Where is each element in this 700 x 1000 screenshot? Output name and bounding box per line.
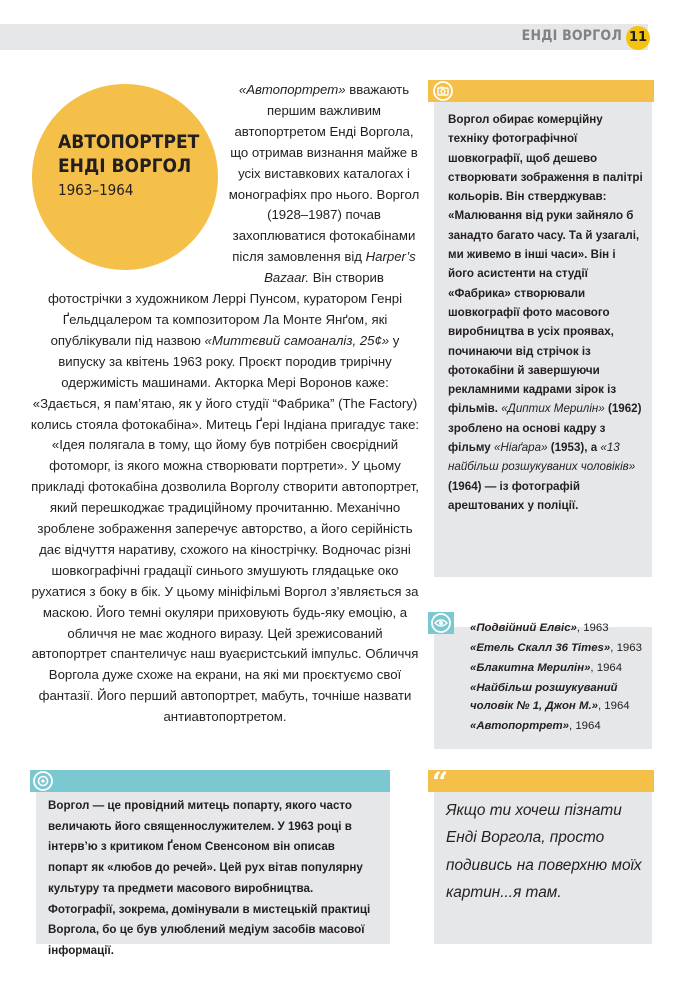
circle-wrap-spacer <box>30 80 228 274</box>
magazine-reference: Harper’s Bazaar. <box>264 249 416 286</box>
title-reference: «Автопортрет» <box>238 82 346 97</box>
title-line-1: АВТОПОРТРЕТ <box>58 131 200 153</box>
technique-text-part-4: (1964) — із фотографій арештованих у поліції. <box>448 479 580 512</box>
main-text-part-2: Він створив фотострічки з художником Леррі Пунсом, куратором Генрі Ґельдцалером та композитором Ла Монте Янґом, які опублікували під назвою <box>47 270 403 348</box>
target-icon <box>32 770 54 792</box>
eye-icon <box>430 612 452 634</box>
publication-reference: «Миттєвий самоаналіз, 25¢» <box>204 332 390 348</box>
title-line-2: ЕНДІ ВОРГОЛ <box>58 155 192 177</box>
work-title: «Етель Скалл 36 Times» <box>470 642 611 655</box>
work-year: , 1964 <box>597 699 630 712</box>
camera-icon <box>432 80 454 102</box>
film-reference-niagara: «Ніаґара» <box>493 441 548 455</box>
list-item <box>470 660 650 677</box>
list-item <box>470 620 650 637</box>
work-title: «Подвійний Елвіс» <box>470 622 577 634</box>
technique-box-bar <box>428 80 654 102</box>
technique-text-part-1: Воргол обирає комерційну техніку фотографічної шовкографії, щоб дешево створювати зображення в палітрі кольорів. Він стверджував: «Малювання від руки зайняло б занадто багато часу. Та й узагалі, ми живемо в інші часи». Він і його асистенти на студії «Фабрика» створювали шовкографії фото масового виробництва в усіх проявах, починаючи від стрічок із фотокабіни й завершуючи рекламними кадрами зірок із фільмів. <box>448 113 643 416</box>
work-year: , 1963 <box>610 642 642 655</box>
work-year: , 1963 <box>576 622 609 634</box>
context-box-bar <box>30 770 390 792</box>
work-title: «Автопортрет» <box>470 719 569 732</box>
running-header-title: ЕНДІ ВОРГОЛ <box>521 28 622 44</box>
work-title: «Найбільш розшукуваний чоловік № 1, Джон М.» <box>470 682 618 712</box>
technique-text-part-3: (1953), а <box>547 441 601 455</box>
work-reference-most-wanted: «13 найбільш розшукуваних чоловіків» <box>448 441 636 474</box>
technique-text <box>448 110 644 515</box>
main-body-text <box>30 80 420 728</box>
page-number-badge: 11 <box>626 26 650 50</box>
list-item <box>470 718 650 735</box>
main-text-part-3: у випуску за квітень 1963 року. Проєкт породив трирічну одержимість машинами. Акторка Мері Воронов каже: «Здається, я пам’ятаю, як у його студії “Фабрика” (The Factory) колись стояла фотокабіна». Митець Ґері Індіана пригадує таке: «Ідея полягала в тому, що йому був потрібен своєрідний фотоморг, із якого можна створювати портрети». У цьому прикладі фотокабіна дозволила Ворголу створити автопортрет, який перешкоджає традиційному прочитанню. Механічно зроблене зображення заперечує авторство, а його серійність дає відчуття наративу, схожого на кінострічку. Водночас різні шовкографічні градації синього змушують глядацьке око рухатися з боку в бік. У цьому мініфільмі Воргол з’являється за маскою. Його темні окуляри приховують будь-яку емоцію, а обличчя не має жодного виразу. Цей зрежисований автопортрет спантеличує наш вуаєристський імпульс. Обличчя Воргола дуже схоже на екрани, на які ми проєктуємо свої фантазії. Йогo перший автопортрет, мабуть, точніше назвати антиавтопортретом. <box>30 332 420 725</box>
work-title: «Блакитна Мерилін» <box>470 662 591 675</box>
works-list <box>470 620 650 738</box>
work-reference-diptych: «Диптих Мерилін» <box>501 402 605 416</box>
work-year: , 1964 <box>590 662 623 675</box>
technique-text-part-2: (1962) зроблено на основі кадру з фільму <box>448 402 642 455</box>
list-item <box>470 680 650 715</box>
quote-text: Якщо ти хочеш пізнати Енді Воргола, просто подивись на поверхню моїх картин...я там. <box>446 802 642 902</box>
title-years: 1963–1964 <box>58 181 134 199</box>
list-item <box>470 640 650 657</box>
main-text-part-1: вважають першим важливим автопортретом Енді Воргола, що отримав визнання майже в усіх виставкових каталогах і монографіях про нього. Воргол (1928–1987) почав захоплюватися фотокабінами після замовлення від <box>228 82 420 265</box>
work-year: , 1964 <box>568 719 601 732</box>
quote-box-bar <box>428 766 654 799</box>
quote-icon: “ <box>432 766 449 799</box>
works-box-bar <box>428 612 454 634</box>
context-text: Воргол — це провідний митець попарту, якого часто величають його священнослужителем. У 1963 році в інтерв’ю з критиком Ґеном Свенсоном він описав попарт як «любов до речей». Цей рух вітав популярну культуру та предмети масового виробництва. Фотографії, зокрема, домінували в мистецькій практиці Воргола, бо це був улюблений медіум засобів масової інформації. <box>48 799 371 957</box>
